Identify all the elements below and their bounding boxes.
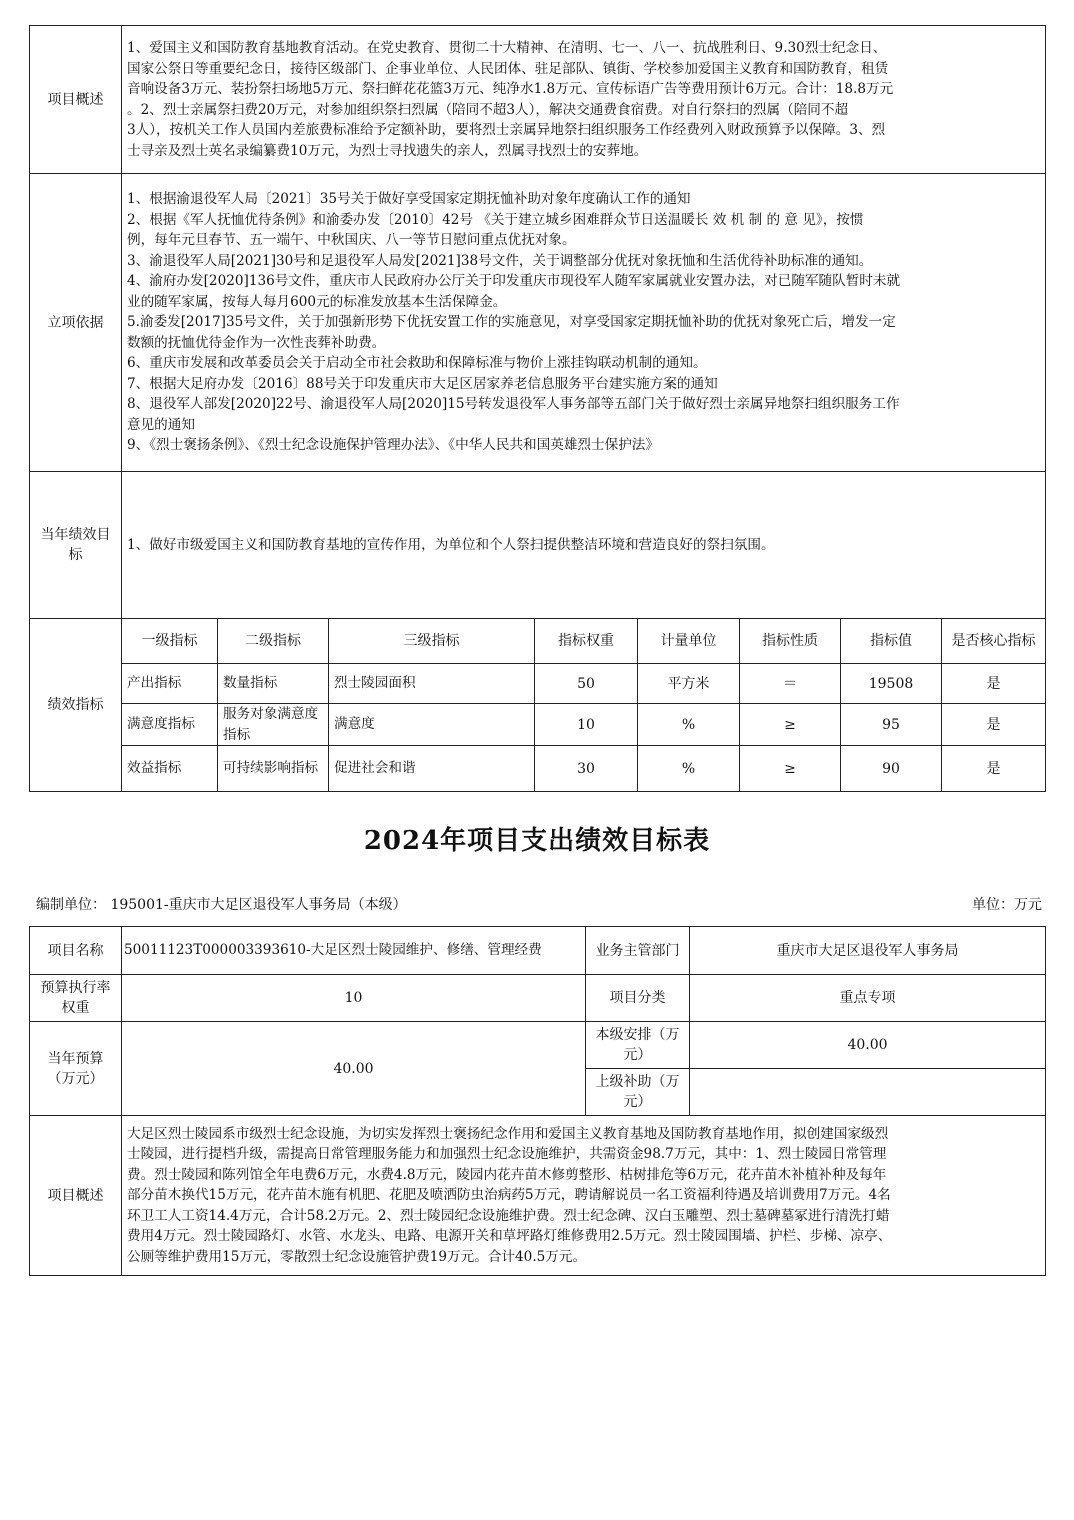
weight-value: 10 <box>122 975 586 1022</box>
category-label: 项目分类 <box>586 975 690 1022</box>
metric-cell: 效益指标 <box>122 746 218 792</box>
unit-label: 单位：万元 <box>972 897 1042 913</box>
basis-text <box>122 174 1046 472</box>
overview-line: 3人），按机关工作人员国内差旅费标准给予定额补助，要将烈士亲属异地祭扫组织服务工作经费列入财政预算予以保障。3、烈 <box>127 122 886 138</box>
upper-label: 上级补助（万元） <box>586 1069 690 1116</box>
overview-line: 大足区烈士陵园系市级烈士纪念设施，为切实发挥烈士褒扬纪念作用和爱国主义教育基地及国防教育基地作用，拟创建国家级烈 <box>127 1125 889 1142</box>
table-row <box>30 746 1046 792</box>
metric-header: 二级指标 <box>218 619 329 664</box>
metric-header: 指标权重 <box>535 619 638 664</box>
metric-header: 一级指标 <box>122 619 218 664</box>
basis-line: 4、渝府办发[2020]136号文件，重庆市人民政府办公厅关于印发重庆市现役军人随军家属就业安置办法，对已随军随队暂时未就 <box>127 273 901 290</box>
table-row <box>30 704 1046 746</box>
compile-unit: 编制单位： 195001-重庆市大足区退役军人事务局（本级） <box>36 897 407 913</box>
metric-header: 指标性质 <box>740 619 841 664</box>
metric-header: 三级指标 <box>329 619 535 664</box>
metric-cell: 满意度 <box>329 704 535 746</box>
metric-cell: 19508 <box>841 664 942 704</box>
weight-label: 预算执行率权重 <box>30 975 122 1022</box>
overview-line: 费用4万元。烈士陵园路灯、水管、水龙头、电路、电源开关和草坪路灯维修费用2.5万元。烈士陵园围墙、护栏、步梯、凉亭、 <box>127 1228 892 1245</box>
goal-text: 1、做好市级爱国主义和国防教育基地的宣传作用，为单位和个人祭扫提供整洁环境和营造良好的祭扫氛围。 <box>122 472 1046 619</box>
overview-line: 音响设备3万元、装扮祭扫场地5万元、祭扫鲜花花篮3万元、纯净水1.8万元、宣传标语广告等费用预计6万元。合计：18.8万元 <box>127 81 894 97</box>
basis-line: 2、根据《军人抚恤优待条例》和渝委办发〔2010〕42号 《关于建立城乡困难群众节日送温暖长 效 机 制 的 意 见》，按惯 <box>127 211 864 228</box>
overview-line: 。2、烈士亲属祭扫费20万元，对参加组织祭扫烈属（陪同不超3人），解决交通费食宿费。对自行祭扫的烈属（陪同不超 <box>127 101 849 118</box>
basis-line: 业的随军家属，按每人每月600元的标准发放基本生活保障金。 <box>127 293 507 310</box>
table-row <box>30 664 1046 704</box>
basis-line: 数额的抚恤优待金作为一次性丧葬补助费。 <box>127 334 386 351</box>
overview-line: 费。烈士陵园和陈列馆全年电费6万元，水费4.8万元，陵园内花卉苗木修剪整形、枯树排危等6万元，花卉苗木补植补种及每年 <box>127 1166 887 1183</box>
overview-text <box>122 1116 1046 1276</box>
basis-line: 3、渝退役军人局[2021]30号和足退役军人局发[2021]38号文件，关于调整部分优抚对象抚恤和生活优待补助标准的通知。 <box>127 252 873 269</box>
metric-cell: 50 <box>535 664 638 704</box>
metric-cell: 服务对象满意度指标 <box>218 704 329 746</box>
metric-cell: 是 <box>942 664 1046 704</box>
metric-cell: 30 <box>535 746 638 792</box>
overview-text <box>122 26 1046 174</box>
basis-line: 例，每年元旦春节、五一端午、中秋国庆、八一等节日慰问重点优抚对象。 <box>127 232 576 249</box>
metric-cell: 95 <box>841 704 942 746</box>
budget-value: 40.00 <box>122 1022 586 1116</box>
metrics-label: 绩效指标 <box>30 619 122 792</box>
metric-cell: ≥ <box>740 704 841 746</box>
overview-label: 项目概述 <box>30 26 122 174</box>
budget-label: 当年预算（万元） <box>30 1022 122 1116</box>
dept-label: 业务主管部门 <box>586 927 690 975</box>
metric-cell: 数量指标 <box>218 664 329 704</box>
metric-cell: 90 <box>841 746 942 792</box>
overview-line: 公厕等维护费用15万元，零散烈士纪念设施管护费19万元。合计40.5万元。 <box>127 1248 587 1265</box>
metric-cell: 产出指标 <box>122 664 218 704</box>
basis-line: 6、重庆市发展和改革委员会关于启动全市社会救助和保障标准与物价上涨挂钩联动机制的通知。 <box>127 355 707 372</box>
basis-line: 7、根据大足府办发〔2016〕88号关于印发重庆市大足区居家养老信息服务平台建实施方案的通知 <box>127 375 718 392</box>
metric-cell: 是 <box>942 746 1046 792</box>
overview-line: 部分苗木换代15万元，花卉苗木施有机肥、花肥及喷洒防虫治病药5万元，聘请解说员一名工资福利待遇及培训费用7万元。4名 <box>127 1187 891 1204</box>
overview-line: 1、爱国主义和国防教育基地教育活动。在党史教育、贯彻二十大精神、在清明、七一、八一、抗战胜利日、9.30烈士纪念日、 <box>127 40 887 56</box>
metric-cell: % <box>638 746 740 792</box>
metric-cell: 满意度指标 <box>122 704 218 746</box>
overview-line: 士陵园，进行提档升级，需提高日常管理服务能力和加强烈士纪念设施维护，共需资金98.7万元，其中：1、烈士陵园日常管理 <box>127 1146 887 1163</box>
metric-cell: 10 <box>535 704 638 746</box>
project-info-table <box>29 926 1046 1276</box>
upper-value <box>690 1069 1046 1116</box>
metric-cell: 烈士陵园面积 <box>329 664 535 704</box>
basis-line: 8、退役军人部发[2020]22号、渝退役军人局[2020]15号转发退役军人事务部等五部门关于做好烈士亲属异地祭扫组织服务工作 <box>127 396 900 413</box>
metric-header: 是否核心指标 <box>942 619 1046 664</box>
local-value: 40.00 <box>690 1022 1046 1069</box>
metric-cell: 是 <box>942 704 1046 746</box>
basis-line: 5.渝委发[2017]35号文件，关于加强新形势下优抚安置工作的实施意见，对享受国家定期抚恤补助的优抚对象死亡后，增发一定 <box>127 314 896 331</box>
project-name-label: 项目名称 <box>30 927 122 975</box>
metric-cell: ≥ <box>740 746 841 792</box>
page-title: 2024年项目支出绩效目标表 <box>363 826 711 856</box>
overview-line: 士寻亲及烈士英名录编纂费10万元，为烈士寻找遗失的亲人，烈属寻找烈士的安葬地。 <box>127 142 648 159</box>
category-value: 重点专项 <box>690 975 1046 1022</box>
basis-line: 9、《烈士褒扬条例》、《烈士纪念设施保护管理办法》、《中华人民共和国英雄烈士保护法》 <box>127 437 659 454</box>
metric-cell: ＝ <box>740 664 841 704</box>
metric-header: 指标值 <box>841 619 942 664</box>
goal-label: 当年绩效目标 <box>30 472 122 619</box>
project-name: 50011123T000003393610-大足区烈士陵园维护、修缮、管理经费 <box>122 927 586 975</box>
top-performance-table <box>29 25 1046 792</box>
overview-line: 环卫工人工资14.4万元，合计58.2万元。2、烈士陵园纪念设施维护费。烈士纪念碑、汉白玉雕塑、烈士墓碑墓冢进行清洗打蜡 <box>127 1207 890 1224</box>
basis-line: 1、根据渝退役军人局〔2021〕35号关于做好享受国家定期抚恤补助对象年度确认工作的通知 <box>127 191 691 208</box>
local-label: 本级安排（万元） <box>586 1022 690 1069</box>
dept-value: 重庆市大足区退役军人事务局 <box>690 927 1046 975</box>
metric-cell: 促进社会和谐 <box>329 746 535 792</box>
metric-cell: 可持续影响指标 <box>218 746 329 792</box>
overview-label: 项目概述 <box>30 1116 122 1276</box>
basis-label: 立项依据 <box>30 174 122 472</box>
metric-cell: 平方米 <box>638 664 740 704</box>
basis-line: 意见的通知 <box>127 416 195 433</box>
metric-cell: % <box>638 704 740 746</box>
overview-line: 国家公祭日等重要纪念日，接待区级部门、企事业单位、人民团体、驻足部队、镇街、学校参加爱国主义教育和国防教育，租赁 <box>127 60 889 77</box>
metric-header: 计量单位 <box>638 619 740 664</box>
